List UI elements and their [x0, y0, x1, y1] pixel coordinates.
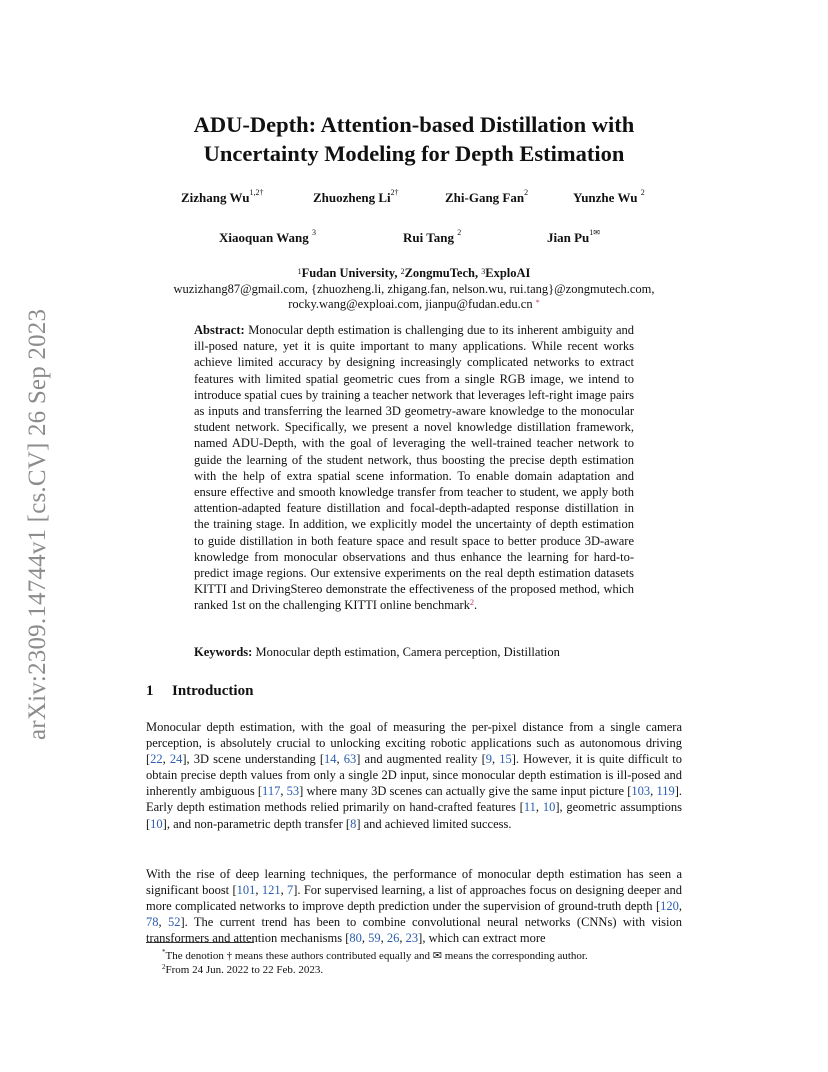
title-line: ADU-Depth: Attention-based Distillation with	[193, 112, 635, 137]
paragraph-text: ], 3D scene understanding [	[182, 752, 325, 767]
paragraph-text: With the rise of deep learning techniques, the performance of monocular depth estimation has seen a significant boost [	[146, 867, 682, 898]
citation-link[interactable]: 53	[286, 784, 300, 799]
intro-paragraph	[146, 719, 682, 832]
paragraph-text: ] and augmented reality [	[356, 752, 486, 767]
citation-link[interactable]: 80	[349, 931, 362, 946]
footnote-link[interactable]: 2	[469, 598, 474, 608]
email-line: rocky.wang@exploai.com, jianpu@fudan.edu.cn *	[288, 297, 540, 311]
footnote: *The denotion † means these authors contributed equally and ✉ means the corresponding author.	[162, 948, 588, 962]
arxiv-identifier-stamp: arXiv:2309.14744v1 [cs.CV] 26 Sep 2023	[24, 308, 51, 740]
citation-link[interactable]: 8	[350, 816, 357, 831]
paragraph-text: ,	[380, 931, 387, 946]
citation-link[interactable]: 7	[287, 883, 294, 898]
paragraph-text: ], geometric assumptions [	[146, 800, 683, 831]
citation-link[interactable]: 59	[368, 931, 381, 946]
section-heading	[146, 683, 253, 700]
affiliations	[130, 266, 698, 313]
intro-paragraph	[146, 866, 682, 946]
author: Yunzhe Wu $^2$	[573, 188, 645, 205]
footnote-link[interactable]: *	[535, 298, 540, 307]
paragraph-text: ,	[158, 915, 168, 930]
citation-link[interactable]: 11	[523, 800, 536, 815]
citation-link[interactable]: 22	[150, 752, 163, 767]
author-list	[146, 190, 682, 250]
keywords-text: Monocular depth estimation, Camera perception, Distillation	[252, 645, 560, 659]
author: Rui Tang $^2$	[403, 228, 462, 245]
paragraph-text: ]. However, it is quite difficult to obtain precise depth values from only a single 2D input, since monocular depth estimation is ill-posed and inherently ambiguous [	[146, 752, 683, 799]
paragraph-text: ], and non-parametric depth transfer [	[162, 816, 351, 831]
paragraph-text: ,	[535, 800, 543, 815]
author: Zhuozheng $Li^{2\dagger}$	[313, 188, 399, 205]
section-number: 1	[146, 683, 154, 699]
author: Jian $Pu^{1✉}$	[547, 228, 600, 245]
author: Zizhang $Wu^{1,2\dagger}$	[181, 188, 264, 205]
paragraph-text: ]. For supervised learning, a list of approaches focus on designing deeper and more complicated networks to improve depth prediction under the supervision of ground-truth depth [	[146, 883, 683, 914]
paragraph-text: ,	[399, 931, 406, 946]
title-line: Uncertainty Modeling for Depth Estimation	[203, 141, 625, 166]
citation-link[interactable]: 24	[169, 752, 183, 767]
paragraph-text: ,	[255, 883, 262, 898]
author: Xiaoquan Wang $^3$	[219, 228, 316, 245]
abstract-label: Abstract:	[194, 323, 245, 337]
abstract: Abstract: Monocular depth estimation is challenging due to its inherent ambiguity and ill-posed nature, yet it is quite important to many applications. While recent works achieve limited accuracy by designing increasingly complicated networks to extract features with limited spatial geometric cues from a single RGB image, we intend to introduce spatial cues by training a teacher network that leverages left-right image pairs as inputs and transferring the learned 3D geometry-aware knowledge to the monocular student network. Specifically, we present a novel knowledge distillation framework, named ADU-Depth, with the goal of leveraging the well-trained teacher network to guide the learning of the student network, thus boosting the precise depth estimation with the help of extra spatial scene information. To enable domain adaptation and ensure effective and smooth knowledge transfer from teacher to student, we apply both attention-adapted feature distillation and focal-depth-adapted response distillation in the training stage. In addition, we explicitly model the uncertainty of depth estimation to guide distillation in both feature space and result space to better produce 3D-aware knowledge from monocular observations and thus enhance the learning for hard-to-predict image regions. Our extensive experiments on the real depth estimation datasets KITTI and DrivingStereo demonstrate the effectiveness of the proposed method, which ranked 1st on the challenging KITTI online benchmark$^2$.	[194, 323, 634, 613]
citation-link[interactable]: 23	[405, 931, 419, 946]
keywords-label: Keywords:	[194, 645, 253, 659]
paragraph-text: ], which can extract more	[418, 931, 546, 946]
citation-link[interactable]: 121	[261, 883, 281, 898]
paragraph-text: Monocular depth estimation, with the goal of measuring the per-pixel distance from a single camera perception, is absolutely crucial to unlocking exciting robotic applications such as autonomous driving [	[146, 720, 682, 767]
paragraph-text: ,	[492, 752, 500, 767]
paragraph-text: ] and achieved limited success.	[356, 816, 512, 831]
footnote-rule	[146, 942, 254, 943]
paper-title	[120, 110, 708, 168]
paragraph-text: ,	[650, 784, 657, 799]
paragraph-text: ,	[280, 784, 287, 799]
paragraph-text: ]. Early depth estimation methods relied primarily on hand-crafted features [	[146, 784, 683, 815]
affiliation-line: $^1$Fudan University, $^2$ZongmuTech, $^3$ExploAI	[297, 266, 531, 280]
citation-link[interactable]: 119	[656, 784, 675, 799]
paragraph-text: ,	[361, 931, 369, 946]
citation-link[interactable]: 103	[631, 784, 651, 799]
citation-link[interactable]: 120	[660, 899, 679, 914]
citation-link[interactable]: 117	[262, 784, 281, 799]
citation-link[interactable]: 78	[146, 915, 159, 930]
abstract-text: Monocular depth estimation is challenging due to its inherent ambiguity and ill-posed nature, yet it is quite important to many applications. While recent works achieve limited accuracy by designing increasingly complicated networks to extract features with limited spatial geometric cues from a single RGB image, we intend to introduce spatial cues by training a teacher network that leverages left-right image pairs as inputs and transferring the learned 3D geometry-aware knowledge to the monocular student network. Specifically, we present a novel knowledge distillation framework, named ADU-Depth, with the goal of leveraging the well-trained teacher network to guide the learning of the student network, thus boosting the precise depth estimation with the help of extra spatial scene information. To enable domain adaptation and ensure effective and smooth knowledge transfer from teacher to student, we apply both attention-adapted feature distillation and focal-depth-adapted response distillation in the training stage. In addition, we explicitly model the uncertainty of depth estimation to guide distillation in both feature space and result space to better produce 3D-aware knowledge from monocular observations and thus enhance the learning for hard-to-predict image regions. Our extensive experiments on the real depth estimation datasets KITTI and DrivingStereo demonstrate the effectiveness of the proposed method, which ranked 1st on the challenging KITTI online benchmark	[194, 323, 634, 613]
paragraph-text: ,	[280, 883, 287, 898]
citation-link[interactable]: 52	[168, 915, 181, 930]
citation-link[interactable]: 10	[150, 816, 163, 831]
citation-link[interactable]: 14	[324, 752, 337, 767]
citation-link[interactable]: 101	[236, 883, 256, 898]
section-title: Introduction	[172, 683, 254, 699]
citation-link[interactable]: 63	[343, 752, 357, 767]
footnote: $^2$From 24 Jun. 2022 to 22 Feb. 2023.	[162, 963, 324, 976]
citation-link[interactable]: 15	[499, 752, 512, 767]
citation-link[interactable]: 9	[485, 752, 493, 767]
keywords	[194, 645, 634, 660]
paragraph-text: ,	[678, 899, 682, 914]
citation-link[interactable]: 26	[386, 931, 400, 946]
paragraph-text: ]. The current trend has been to combine convolutional neural networks (CNNs) with vision transformers and attention mechanisms [	[146, 915, 683, 946]
paragraph-text: ] where many 3D scenes can actually give the same input picture [	[299, 784, 632, 799]
paragraph-text: ,	[336, 752, 344, 767]
author: Zhi-Gang Fan$^2$	[445, 188, 529, 205]
email-line: wuzizhang87@gmail.com, {zhuozheng.li, zhigang.fan, nelson.wu, rui.tang}@zongmutech.com,	[173, 281, 655, 296]
citation-link[interactable]: 10	[542, 800, 556, 815]
paragraph-text: ,	[162, 752, 170, 767]
